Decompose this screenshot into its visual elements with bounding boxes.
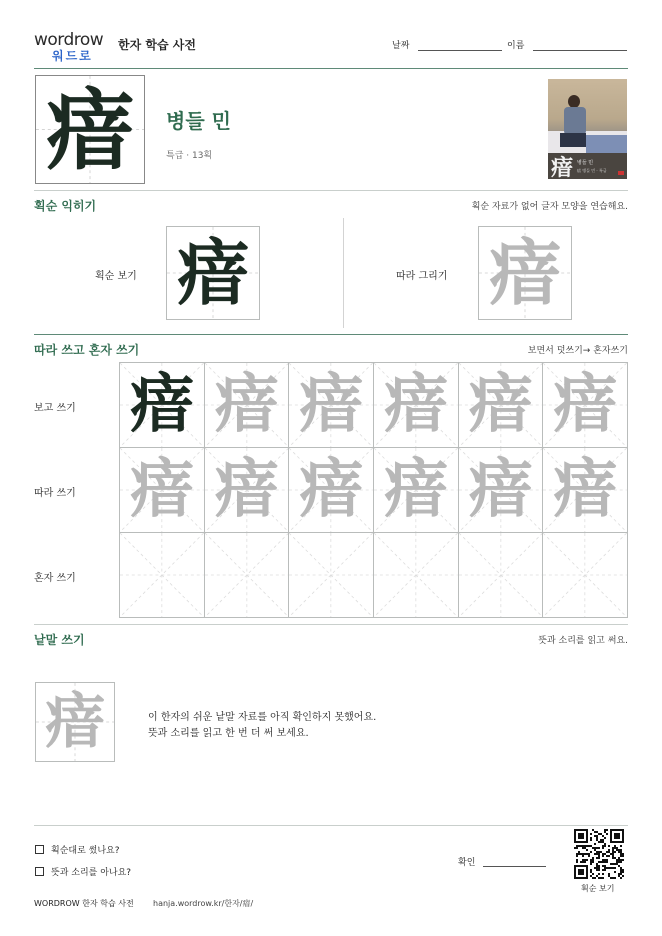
check-stroke-order-label: 획순대로 썼나요? [51,846,120,856]
stroke-view-box [166,226,260,320]
grid-guide [289,533,373,617]
confirm-field[interactable] [483,866,546,867]
stroke-trace-character: 瘖 [488,230,561,315]
stroke-section-title: 획순 익히기 [34,199,97,213]
stroke-view-label: 획순 보기 [95,271,137,282]
qr-code[interactable] [574,829,624,879]
practice-cell-see[interactable] [204,362,290,448]
word-section-note: 뜻과 소리를 읽고 써요. [538,636,628,646]
grid-guide [374,533,458,617]
qr-code-image [574,829,624,879]
practice-character: 瘖 [383,367,448,442]
practice-cell-trace[interactable] [288,447,374,533]
word-character-box[interactable] [35,682,115,762]
practice-cell-trace[interactable] [542,447,628,533]
practice-cell-alone[interactable] [373,532,459,618]
grid-guide [120,533,204,617]
row-label-alone: 혼자 쓰기 [34,573,76,584]
practice-cell-alone[interactable] [119,532,205,618]
checkbox-meaning[interactable] [35,867,44,876]
practice-character: 瘖 [299,452,364,527]
practice-cell-trace[interactable] [373,447,459,533]
practice-cell-trace[interactable] [204,447,290,533]
practice-grid [119,362,627,617]
logo-hangul: 워드로 [52,49,93,63]
practice-section-note: 보면서 덧쓰기→ 혼자쓰기 [527,346,628,356]
practice-character: 瘖 [468,452,533,527]
date-field[interactable] [418,50,502,51]
practice-cell-see[interactable] [373,362,459,448]
hero-divider [34,190,628,191]
practice-cell-alone[interactable] [288,532,374,618]
stroke-trace-label: 따라 그리기 [396,271,448,282]
word-message-line1: 이 한자의 쉬운 낱말 자료를 아직 확인하지 못했어요. [148,712,377,723]
practice-cell-alone[interactable] [204,532,290,618]
logo [34,30,112,64]
practice-character: 瘖 [553,452,618,527]
row-label-trace: 따라 쓰기 [34,488,76,499]
stroke-view-character: 瘖 [176,230,249,315]
practice-character: 瘖 [214,452,279,527]
practice-character: 瘖 [299,367,364,442]
qr-caption: 획순 보기 [581,884,615,893]
hero-character-box [35,75,145,184]
logo-wordmark: wordrow [34,30,104,50]
check-meaning-label: 뜻과 소리를 아나요? [51,868,132,878]
practice-cell-see[interactable] [119,362,205,448]
practice-cell-see[interactable] [542,362,628,448]
word-section-title: 낱말 쓰기 [34,633,85,647]
stroke-section-note: 획순 자료가 없어 글자 모양을 연습해요. [471,202,628,212]
checkbox-stroke-order[interactable] [35,845,44,854]
hero-thumbnail[interactable] [548,79,627,179]
footer-brand: WORDROW 한자 학습 사전 [34,899,134,908]
name-label: 이름 [507,41,525,51]
practice-character: 瘖 [214,367,279,442]
thumb-subcaption: 瘖 병들 민 · 특급 [577,168,607,173]
stroke-section-divider [34,334,628,335]
stroke-divider [343,218,344,328]
thumb-person-legs [560,133,586,147]
thumb-character: 瘖 [551,155,574,179]
grid-guide [543,533,627,617]
footer-divider [34,825,628,826]
practice-character: 瘖 [468,367,533,442]
thumb-person-body [564,107,586,135]
grid-guide [459,533,543,617]
hero-meta: 특급 · 13획 [166,151,213,161]
practice-cell-see[interactable] [458,362,544,448]
practice-cell-trace[interactable] [119,447,205,533]
practice-cell-alone[interactable] [458,532,544,618]
confirm-label: 확인 [458,858,476,868]
practice-cell-alone[interactable] [542,532,628,618]
practice-character: 瘖 [383,452,448,527]
practice-cell-see[interactable] [288,362,374,448]
grid-guide [205,533,289,617]
practice-section-title: 따라 쓰고 혼자 쓰기 [34,343,140,357]
thumb-caption: 병들 민 [577,160,594,166]
header-title: 한자 학습 사전 [118,38,196,52]
practice-section-divider [34,624,628,625]
date-label: 날짜 [392,41,410,51]
practice-character: 瘖 [129,367,194,442]
row-label-see: 보고 쓰기 [34,403,76,414]
practice-character: 瘖 [129,452,194,527]
hero-meaning: 병들 민 [166,109,231,133]
thumb-badge [618,171,624,175]
word-message-line2: 뜻과 소리를 읽고 한 번 더 써 보세요. [148,728,309,739]
header-divider [34,68,628,69]
name-field[interactable] [533,50,627,51]
footer-url[interactable]: hanja.wordrow.kr/한자/瘖/ [153,899,254,908]
practice-cell-trace[interactable] [458,447,544,533]
word-character: 瘖 [45,687,105,757]
practice-character: 瘖 [553,367,618,442]
hero-character: 瘖 [45,77,134,182]
stroke-trace-box[interactable] [478,226,572,320]
